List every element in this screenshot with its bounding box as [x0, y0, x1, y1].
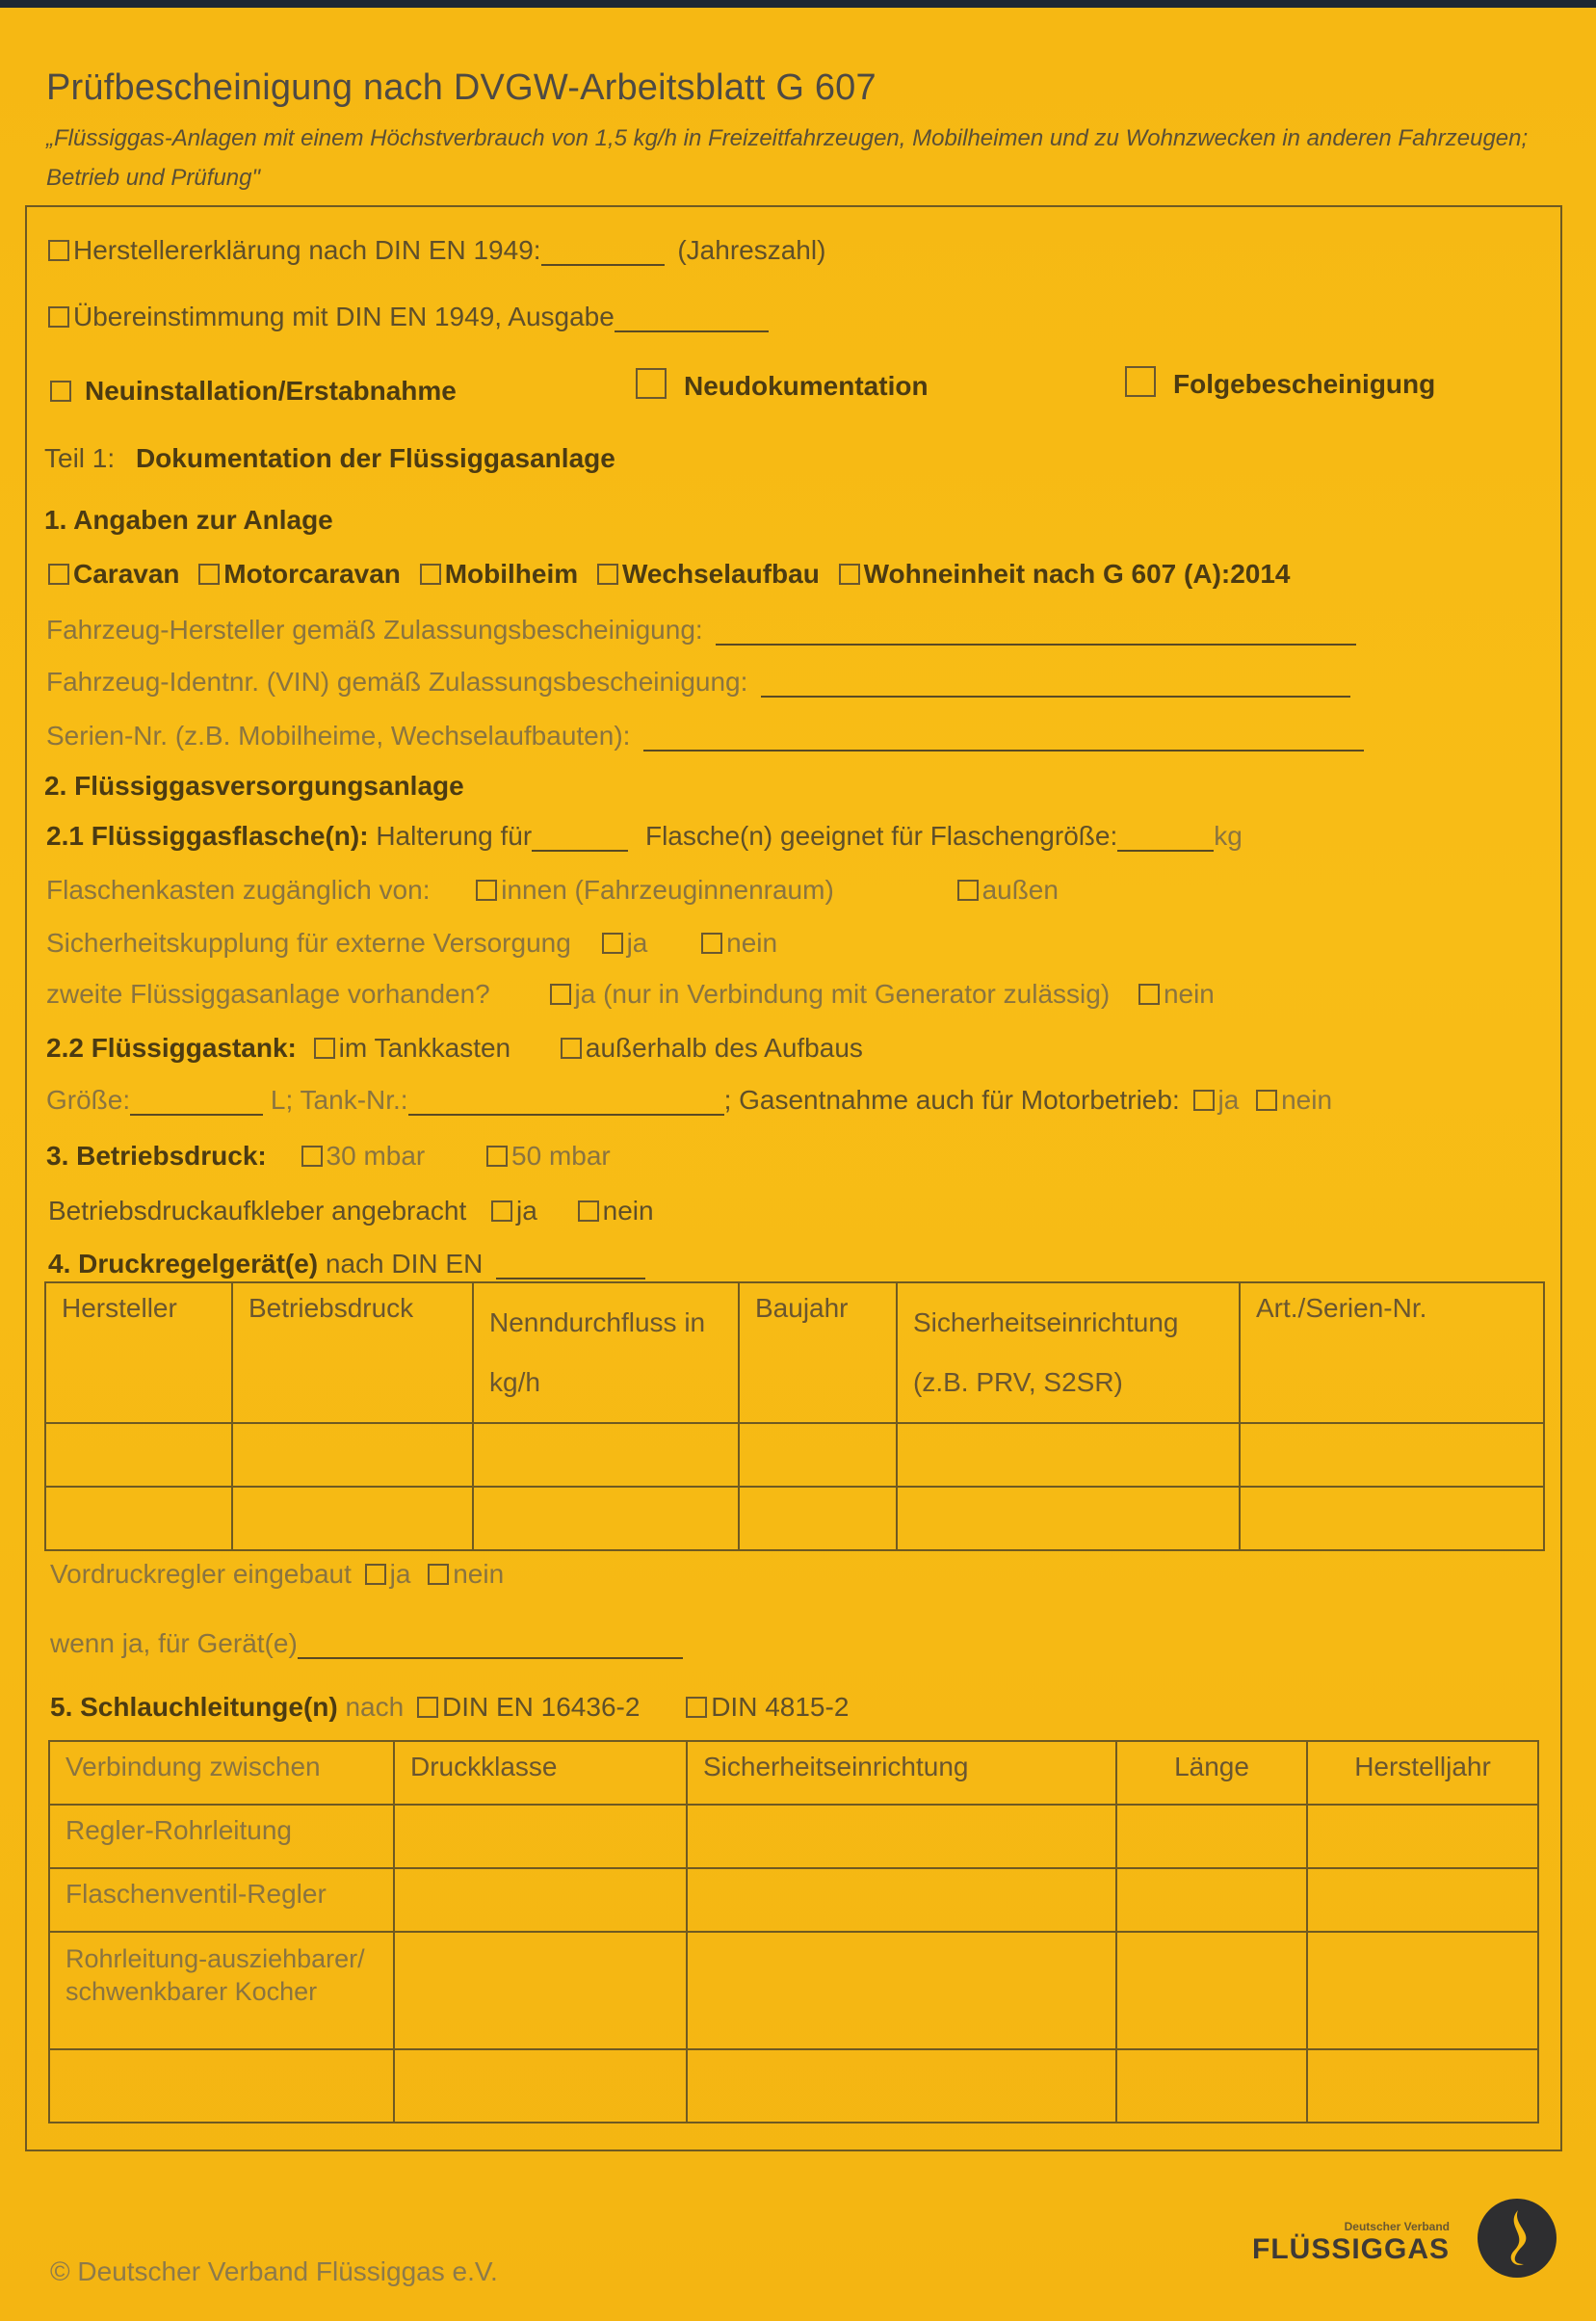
table-cell[interactable]: [49, 2049, 394, 2123]
flaschengroesse-field[interactable]: [1117, 825, 1214, 852]
table-cell[interactable]: [687, 2049, 1116, 2123]
schlauch-table: [48, 1740, 1539, 2123]
col-header: Art./Serien-Nr.: [1240, 1282, 1544, 1423]
folgebescheinigung-checkbox[interactable]: [1125, 366, 1156, 397]
flaschenkasten-row: Flaschenkasten zugänglich von: innen (Fahrzeuginnenraum) außen: [46, 875, 1059, 905]
seriennr-field[interactable]: [643, 725, 1364, 752]
table-cell[interactable]: [1116, 1868, 1307, 1932]
tank-groesse-field[interactable]: [130, 1089, 263, 1116]
innen-checkbox[interactable]: [476, 880, 497, 901]
table-cell[interactable]: [45, 1487, 232, 1550]
section2-heading: 2. Flüssiggasversorgungsanlage: [44, 771, 464, 801]
table-cell[interactable]: [394, 1932, 687, 2049]
hersteller-erklaerung-row: Herstellererklärung nach DIN EN 1949: (Jahreszahl): [48, 235, 825, 266]
table-cell[interactable]: [473, 1487, 739, 1550]
table-cell[interactable]: [394, 1805, 687, 1868]
uebereinstimmung-row: Übereinstimmung mit DIN EN 1949, Ausgabe: [48, 302, 769, 332]
section5-heading: 5. Schlauchleitunge(n) nach DIN EN 16436-2 DIN 4815-2: [50, 1692, 850, 1722]
vordruck-ja-checkbox[interactable]: [365, 1564, 386, 1585]
flasche-row: 2.1 Flüssiggasflasche(n): Halterung für Flasche(n) geeignet für Flaschengröße: kg: [46, 821, 1243, 851]
vin-field[interactable]: [761, 671, 1350, 698]
halterung-field[interactable]: [532, 825, 628, 852]
ausserhalb-checkbox[interactable]: [561, 1038, 582, 1059]
neudokumentation-option: Neudokumentation: [636, 368, 929, 402]
row-label: Rohrleitung-ausziehbarer/ schwenkbarer Kocher: [49, 1932, 394, 2049]
section4-heading: 4. Druckregelgerät(e) nach DIN EN: [48, 1249, 645, 1279]
geraete-field[interactable]: [298, 1632, 683, 1659]
form-title: Prüfbescheinigung nach DVGW-Arbeitsblatt G 607: [46, 67, 876, 108]
teil1-heading: Teil 1: Dokumentation der Flüssiggasanlage: [44, 443, 615, 473]
col-header: Länge: [1116, 1741, 1307, 1805]
mbar50-checkbox[interactable]: [486, 1146, 508, 1167]
table-cell[interactable]: [394, 1868, 687, 1932]
aufkleber-nein-checkbox[interactable]: [578, 1200, 599, 1222]
col-header: Nenndurchfluss in kg/h: [473, 1282, 739, 1423]
row-label: Regler-Rohrleitung: [49, 1805, 394, 1868]
tank-row: 2.2 Flüssiggastank: im Tankkasten außerhalb des Aufbaus: [46, 1033, 863, 1063]
jahreszahl-field[interactable]: [541, 239, 665, 266]
aufkleber-row: Betriebsdruckaufkleber angebracht ja nein: [48, 1196, 654, 1226]
form-sheet: [0, 8, 1596, 2321]
zweite-anlage-row: zweite Flüssiggasanlage vorhanden? ja (nur in Verbindung mit Generator zulässig) nein: [46, 979, 1215, 1009]
table-cell[interactable]: [687, 1805, 1116, 1868]
col-header: Druckklasse: [394, 1741, 687, 1805]
kupplung-row: Sicherheitskupplung für externe Versorgung ja nein: [46, 928, 778, 958]
col-header: Verbindung zwischen: [49, 1741, 394, 1805]
table-header-row: [49, 1741, 1538, 1805]
table-cell[interactable]: [1307, 2049, 1538, 2123]
druckregler-din-field[interactable]: [496, 1253, 645, 1279]
table-cell[interactable]: [1116, 2049, 1307, 2123]
table-cell[interactable]: [897, 1423, 1240, 1487]
table-cell[interactable]: [1240, 1487, 1544, 1550]
tankkasten-checkbox[interactable]: [314, 1038, 335, 1059]
motorbetrieb-nein-checkbox[interactable]: [1256, 1090, 1277, 1111]
table-row: [49, 1805, 1538, 1868]
table-header-row: [45, 1282, 1544, 1423]
wenn-ja-row: wenn ja, für Gerät(e): [50, 1628, 683, 1659]
dvfg-logo: [1252, 2220, 1450, 2266]
table-cell[interactable]: [739, 1487, 897, 1550]
mbar30-checkbox[interactable]: [301, 1146, 323, 1167]
wechselaufbau-checkbox[interactable]: [597, 564, 618, 585]
form-subtitle: „Flüssiggas-Anlagen mit einem Höchstverbrauch von 1,5 kg/h in Freizeitfahrzeugen, Mobilheimen und zu Wohnzwecken in anderen Fahrzeugen; Betrieb und Prüfung": [46, 125, 1529, 191]
tank-nr-field[interactable]: [408, 1089, 724, 1116]
neuinstallation-option: Neuinstallation/Erstabnahme: [50, 376, 457, 407]
table-row: [49, 2049, 1538, 2123]
table-cell[interactable]: [1307, 1805, 1538, 1868]
table-cell[interactable]: [739, 1423, 897, 1487]
table-row: [49, 1868, 1538, 1932]
table-cell[interactable]: [687, 1868, 1116, 1932]
zweite-nein-checkbox[interactable]: [1138, 984, 1160, 1005]
vin-row: Fahrzeug-Identnr. (VIN) gemäß Zulassungsbescheinigung:: [46, 667, 1350, 698]
table-row: [45, 1487, 1544, 1550]
hersteller-erklaerung-checkbox[interactable]: [48, 240, 69, 261]
hersteller-row: Fahrzeug-Hersteller gemäß Zulassungsbescheinigung:: [46, 615, 1356, 646]
table-cell[interactable]: [1307, 1868, 1538, 1932]
ausgabe-field[interactable]: [615, 305, 769, 332]
col-header: Betriebsdruck: [232, 1282, 473, 1423]
motorbetrieb-ja-checkbox[interactable]: [1193, 1090, 1215, 1111]
table-cell[interactable]: [1240, 1423, 1544, 1487]
table-cell[interactable]: [394, 2049, 687, 2123]
table-cell[interactable]: [1116, 1805, 1307, 1868]
mobilheim-checkbox[interactable]: [420, 564, 441, 585]
din4815-checkbox[interactable]: [686, 1697, 707, 1718]
table-cell[interactable]: [1116, 1932, 1307, 2049]
betriebsdruck-row: 3. Betriebsdruck: 30 mbar 50 mbar: [46, 1141, 611, 1171]
col-header: Hersteller: [45, 1282, 232, 1423]
kupplung-nein-checkbox[interactable]: [701, 933, 722, 954]
table-cell[interactable]: [232, 1487, 473, 1550]
seriennr-row: Serien-Nr. (z.B. Mobilheime, Wechselaufbauten):: [46, 721, 1364, 752]
table-row: [45, 1423, 1544, 1487]
col-header: Sicherheitseinrichtung (z.B. PRV, S2SR): [897, 1282, 1240, 1423]
table-cell[interactable]: [897, 1487, 1240, 1550]
kupplung-ja-checkbox[interactable]: [602, 933, 623, 954]
druckregler-table: [44, 1281, 1545, 1551]
table-cell[interactable]: [232, 1423, 473, 1487]
table-cell[interactable]: [687, 1932, 1116, 2049]
tank-detail-row: Größe: L; Tank-Nr.: ; Gasentnahme auch für Motorbetrieb: ja nein: [46, 1085, 1333, 1115]
table-cell[interactable]: [473, 1423, 739, 1487]
folgebescheinigung-option: Folgebescheinigung: [1125, 366, 1435, 400]
col-header: Sicherheitseinrichtung: [687, 1741, 1116, 1805]
aussen-checkbox[interactable]: [957, 880, 979, 901]
wohneinheit-checkbox[interactable]: [839, 564, 860, 585]
col-header: Baujahr: [739, 1282, 897, 1423]
vordruck-nein-checkbox[interactable]: [428, 1564, 449, 1585]
table-cell[interactable]: [45, 1423, 232, 1487]
logo-subline: Deutscher Verband: [1344, 2220, 1451, 2233]
anlage-type-row: Caravan Motorcaravan Mobilheim Wechselaufbau Wohneinheit nach G 607 (A):2014: [48, 559, 1291, 590]
uebereinstimmung-checkbox[interactable]: [48, 306, 69, 328]
hersteller-field[interactable]: [716, 619, 1356, 646]
motorcaravan-checkbox[interactable]: [198, 564, 220, 585]
section1-heading: 1. Angaben zur Anlage: [44, 505, 333, 535]
caravan-checkbox[interactable]: [48, 564, 69, 585]
neudokumentation-checkbox[interactable]: [636, 368, 667, 399]
row-label: Flaschenventil-Regler: [49, 1868, 394, 1932]
vordruckregler-row: Vordruckregler eingebaut ja nein: [50, 1559, 505, 1589]
din16436-checkbox[interactable]: [417, 1697, 438, 1718]
aufkleber-ja-checkbox[interactable]: [491, 1200, 512, 1222]
logo-wordmark: FLÜSSIGGAS: [1252, 2233, 1451, 2265]
col-header: Herstelljahr: [1307, 1741, 1538, 1805]
table-cell[interactable]: [1307, 1932, 1538, 2049]
table-row: [49, 1932, 1538, 2049]
copyright-notice: © Deutscher Verband Flüssiggas e.V.: [50, 2256, 498, 2286]
zweite-ja-checkbox[interactable]: [550, 984, 571, 1005]
flame-logo-icon: [1476, 2197, 1558, 2280]
neuinstallation-checkbox[interactable]: [50, 381, 71, 402]
